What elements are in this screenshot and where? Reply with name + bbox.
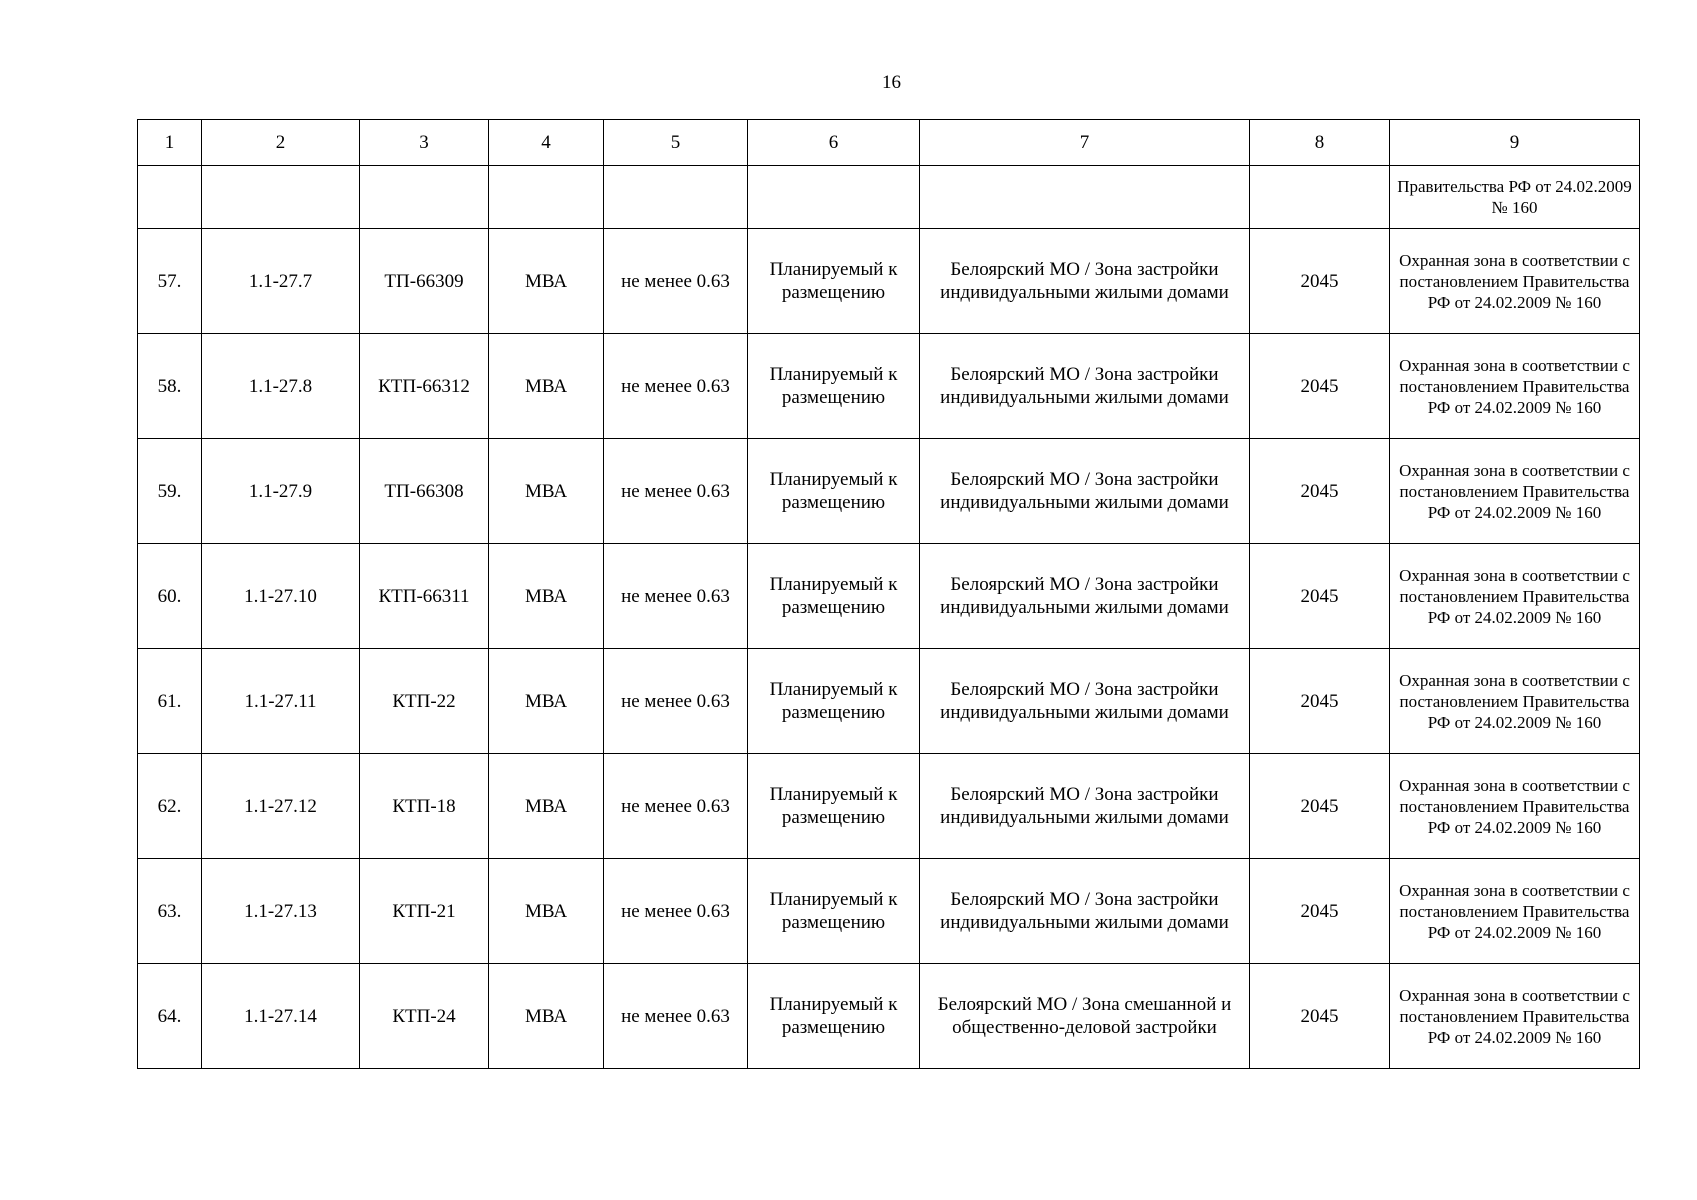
status-cell: Планируемый к размещению [748,334,920,439]
location-cell: Белоярский МО / Зона застройки индивидуальными жилыми домами [920,649,1250,754]
code-cell: 1.1-27.7 [202,229,360,334]
row-number-cell: 63. [138,859,202,964]
unit-cell: МВА [489,754,604,859]
table-cell [604,166,748,229]
unit-cell: МВА [489,334,604,439]
protection-zone-cell: Охранная зона в соответствии с постановлением Правительства РФ от 24.02.2009 № 160 [1390,859,1640,964]
code-cell: 1.1-27.14 [202,964,360,1069]
unit-cell: МВА [489,544,604,649]
row-number-cell: 57. [138,229,202,334]
page-number: 16 [882,72,901,93]
object-name-cell: КТП-22 [360,649,489,754]
unit-cell: МВА [489,649,604,754]
capacity-cell: не менее 0.63 [604,334,748,439]
column-header: 3 [360,120,489,166]
unit-cell: МВА [489,439,604,544]
table-row [138,964,1640,1069]
location-cell: Белоярский МО / Зона застройки индивидуальными жилыми домами [920,754,1250,859]
table-row [138,439,1640,544]
protection-zone-cell: Охранная зона в соответствии с постановлением Правительства РФ от 24.02.2009 № 160 [1390,334,1640,439]
year-cell: 2045 [1250,859,1390,964]
column-header: 2 [202,120,360,166]
object-name-cell: КТП-21 [360,859,489,964]
column-header: 7 [920,120,1250,166]
location-cell: Белоярский МО / Зона смешанной и общественно-деловой застройки [920,964,1250,1069]
location-cell: Белоярский МО / Зона застройки индивидуальными жилыми домами [920,859,1250,964]
code-cell: 1.1-27.12 [202,754,360,859]
table-row [138,859,1640,964]
capacity-cell: не менее 0.63 [604,964,748,1069]
table-row [138,754,1640,859]
status-cell: Планируемый к размещению [748,544,920,649]
row-number-cell: 59. [138,439,202,544]
row-number-cell: 61. [138,649,202,754]
column-header: 6 [748,120,920,166]
year-cell: 2045 [1250,334,1390,439]
protection-zone-cell: Охранная зона в соответствии с постановлением Правительства РФ от 24.02.2009 № 160 [1390,649,1640,754]
year-cell: 2045 [1250,964,1390,1069]
table-cell [748,166,920,229]
year-cell: 2045 [1250,649,1390,754]
column-header: 1 [138,120,202,166]
code-cell: 1.1-27.9 [202,439,360,544]
table-cell [138,166,202,229]
table-row [138,229,1640,334]
row-number-cell: 62. [138,754,202,859]
unit-cell: МВА [489,229,604,334]
table-row [138,334,1640,439]
year-cell: 2045 [1250,439,1390,544]
code-cell: 1.1-27.11 [202,649,360,754]
code-cell: 1.1-27.13 [202,859,360,964]
capacity-cell: не менее 0.63 [604,859,748,964]
continuation-row [138,166,1640,229]
status-cell: Планируемый к размещению [748,859,920,964]
table-cell [360,166,489,229]
capacity-cell: не менее 0.63 [604,649,748,754]
capacity-cell: не менее 0.63 [604,229,748,334]
object-name-cell: КТП-66311 [360,544,489,649]
protection-zone-cell: Охранная зона в соответствии с постановлением Правительства РФ от 24.02.2009 № 160 [1390,439,1640,544]
object-name-cell: ТП-66309 [360,229,489,334]
table-row [138,544,1640,649]
protection-zone-cell: Охранная зона в соответствии с постановлением Правительства РФ от 24.02.2009 № 160 [1390,754,1640,859]
status-cell: Планируемый к размещению [748,649,920,754]
row-number-cell: 60. [138,544,202,649]
column-header: 9 [1390,120,1640,166]
capacity-cell: не менее 0.63 [604,544,748,649]
unit-cell: МВА [489,859,604,964]
object-name-cell: ТП-66308 [360,439,489,544]
location-cell: Белоярский МО / Зона застройки индивидуальными жилыми домами [920,439,1250,544]
protection-zone-cell: Правительства РФ от 24.02.2009 № 160 [1390,166,1640,229]
table-cell [1250,166,1390,229]
row-number-cell: 64. [138,964,202,1069]
status-cell: Планируемый к размещению [748,964,920,1069]
objects-table [137,119,1640,1069]
table-cell [489,166,604,229]
location-cell: Белоярский МО / Зона застройки индивидуальными жилыми домами [920,334,1250,439]
table-cell [202,166,360,229]
status-cell: Планируемый к размещению [748,229,920,334]
protection-zone-cell: Охранная зона в соответствии с постановлением Правительства РФ от 24.02.2009 № 160 [1390,229,1640,334]
code-cell: 1.1-27.10 [202,544,360,649]
object-name-cell: КТП-66312 [360,334,489,439]
year-cell: 2045 [1250,544,1390,649]
object-name-cell: КТП-24 [360,964,489,1069]
column-number-row [138,120,1640,166]
unit-cell: МВА [489,964,604,1069]
protection-zone-cell: Охранная зона в соответствии с постановлением Правительства РФ от 24.02.2009 № 160 [1390,544,1640,649]
capacity-cell: не менее 0.63 [604,439,748,544]
status-cell: Планируемый к размещению [748,439,920,544]
code-cell: 1.1-27.8 [202,334,360,439]
year-cell: 2045 [1250,229,1390,334]
column-header: 8 [1250,120,1390,166]
object-name-cell: КТП-18 [360,754,489,859]
status-cell: Планируемый к размещению [748,754,920,859]
year-cell: 2045 [1250,754,1390,859]
column-header: 4 [489,120,604,166]
location-cell: Белоярский МО / Зона застройки индивидуальными жилыми домами [920,544,1250,649]
protection-zone-cell: Охранная зона в соответствии с постановлением Правительства РФ от 24.02.2009 № 160 [1390,964,1640,1069]
table-cell [920,166,1250,229]
location-cell: Белоярский МО / Зона застройки индивидуальными жилыми домами [920,229,1250,334]
row-number-cell: 58. [138,334,202,439]
table-row [138,649,1640,754]
capacity-cell: не менее 0.63 [604,754,748,859]
column-header: 5 [604,120,748,166]
